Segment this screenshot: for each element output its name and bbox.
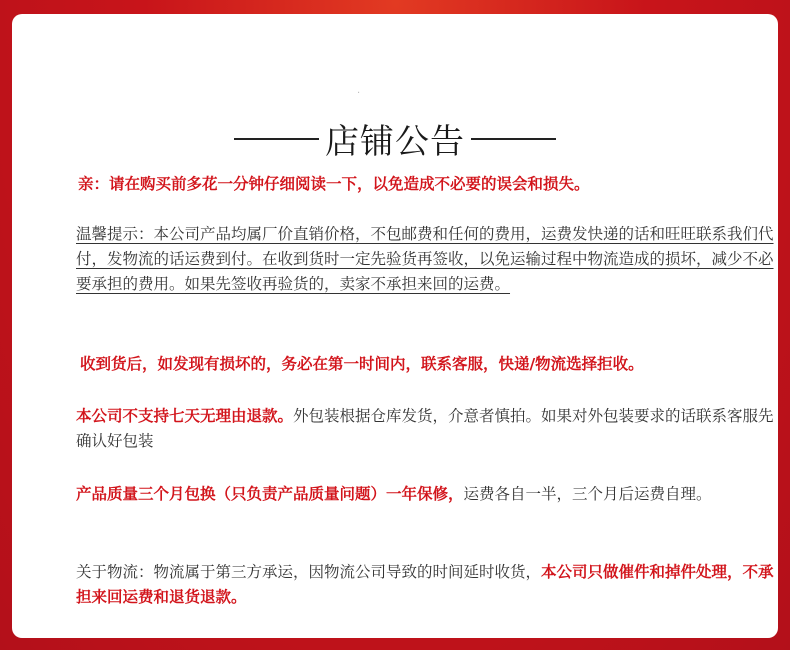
page-title: 店铺公告 [325, 122, 465, 162]
intro-notice: 亲：请在购买前多花一分钟仔细阅读一下，以免造成不必要的误会和损失。 [78, 175, 590, 193]
damage-notice: 收到货后，如发现有损坏的，务必在第一时间内，联系客服，快递/物流选择拒收。 [80, 355, 644, 373]
notice-card [12, 14, 778, 638]
title-rule-right [471, 138, 556, 140]
return-policy-paragraph [48, 404, 786, 454]
return-policy-text: 外包装根据仓库发货，介意者慎拍。如果对外包装要求的话联系客服先确认好包装 [76, 407, 774, 450]
logistics-emphasis: 本公司只做催件和掉件处理，不承担来回运费和退货退款。 [76, 563, 774, 606]
logistics-paragraph [48, 560, 786, 610]
warranty-text: 运费各自一半，三个月后运费自理。 [463, 485, 712, 503]
logistics-text: 关于物流：物流属于第三方承运，因物流公司导致的时间延时收货， [76, 563, 542, 581]
warranty-paragraph [48, 482, 786, 507]
title-rule-left [234, 138, 319, 140]
return-policy-emphasis: 本公司不支持七天无理由退款。 [76, 407, 294, 425]
warranty-emphasis: 产品质量三个月包换（只负责产品质量问题）一年保修， [76, 485, 464, 503]
tips-paragraph: 温馨提示：本公司产品均属厂价直销价格，不包邮费和任何的费用，运费发快递的话和旺旺联系我们代付，发物流的话运费到付。在收到货时一定先验货再签收，以免运输过程中物流造成的损坏，减少不必要承担的费用。如果先签收再验货的，卖家不承担来回的运费。 [76, 225, 774, 293]
decorative-dot: · [357, 88, 361, 99]
notice-header [12, 114, 778, 163]
